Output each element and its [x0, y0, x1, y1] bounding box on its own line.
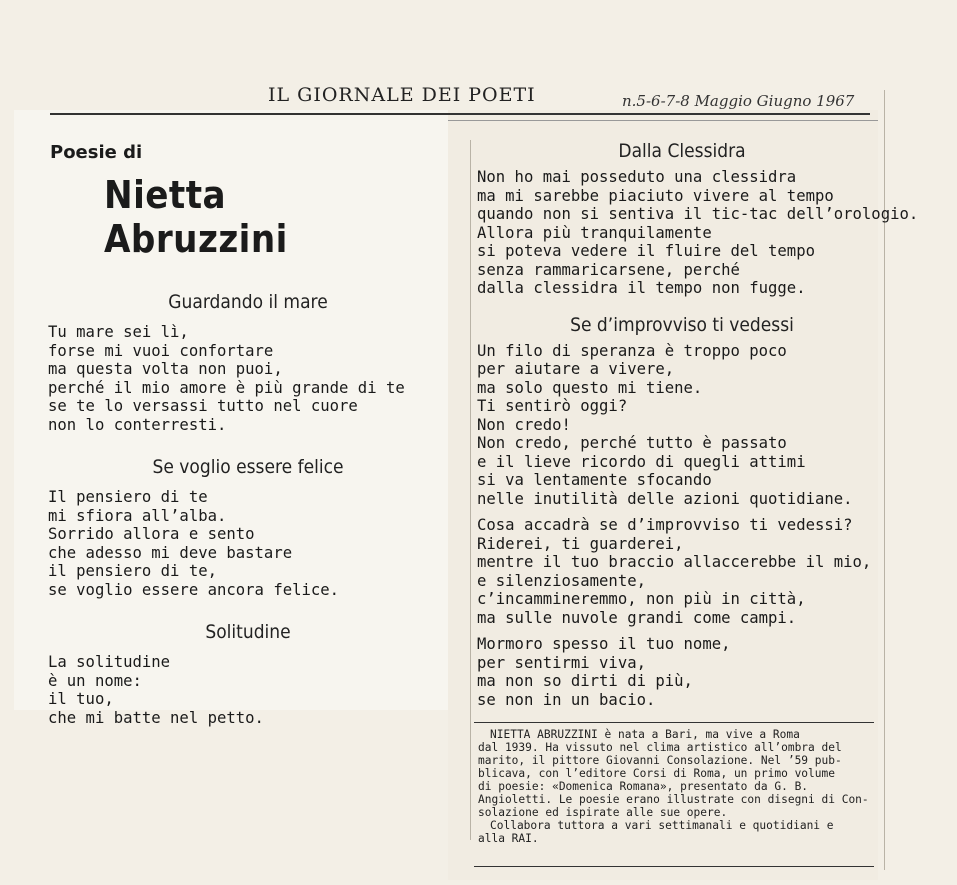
masthead-rule	[50, 113, 870, 115]
author-bio	[478, 728, 883, 845]
poem-stanza: Cosa accadrà se d’improvviso ti vedessi? Riderei, ti guarderei, mentre il tuo braccio allaccerebbe il mio, e silenziosamente, c’incammineremmo, non più in città, ma sulle nuvole grandi come campi.	[477, 516, 872, 627]
poem-title: Solitudine	[205, 621, 291, 643]
poesie-di-label: Poesie di	[50, 142, 143, 163]
poem-body: La solitudine è un nome: il tuo, che mi batte nel petto.	[48, 653, 264, 727]
bio-paragraph: Collabora tuttora a vari settimanali e quotidiani e alla RAI.	[478, 819, 834, 845]
poem-dalla-clessidra	[477, 140, 919, 298]
poem-title: Guardando il mare	[168, 291, 328, 313]
poem-stanza: Mormoro spesso il tuo nome, per sentirmi viva, ma non so dirti di più, se non in un bacio.	[477, 635, 731, 709]
poem-title: Se voglio essere felice	[152, 456, 344, 478]
poem-body: Il pensiero di te mi sfiora all’alba. Sorrido allora e sento che adesso mi deve bastare il pensiero di te, se voglio essere ancora felice.	[48, 488, 340, 599]
poem-body: Non ho mai posseduto una clessidra ma mi sarebbe piaciuto vivere al tempo quando non si sentiva il tic-tac dell’orologio. Allora più tranquilamente si poteva vedere il fluire del tempo senza rammaricarsene, perché dalla clessidra il tempo non fugge.	[477, 168, 919, 297]
poem-stanza: Un filo di speranza è troppo poco per aiutare a vivere, ma solo questo mi tiene. Ti sentirò oggi? Non credo! Non credo, perché tutto è passato e il lieve ricordo di quegli attimi si va lentamente sfocando nelle inutilità delle azioni quotidiane.	[477, 341, 853, 508]
thin-rule	[448, 120, 878, 121]
poem-solitudine	[48, 621, 448, 727]
author-name: Nietta Abruzzini	[104, 173, 288, 261]
poem-body: Tu mare sei lì, forse mi vuoi confortare ma questa volta non puoi, perché il mio amore è più grande di te se te lo versassi tutto nel cuore non lo conterresti.	[48, 323, 405, 434]
poem-guardando-il-mare	[48, 291, 448, 434]
pencil-line	[470, 140, 471, 840]
right-column	[477, 140, 919, 717]
bio-rule-top	[474, 722, 874, 723]
poem-se-d-improvviso	[477, 314, 887, 710]
poem-title: Se d’improvviso ti vedessi	[570, 313, 794, 336]
masthead: IL GIORNALE DEI POETI	[268, 84, 536, 106]
bio-rule-bottom	[474, 866, 874, 867]
poem-se-voglio-essere-felice	[48, 456, 448, 599]
issue-note: n.5-6-7-8 Maggio Giugno 1967	[622, 92, 855, 110]
poem-title: Dalla Clessidra	[618, 140, 746, 162]
bio-paragraph: NIETTA ABRUZZINI è nata a Bari, ma vive a Roma dal 1939. Ha vissuto nel clima artistico all’ombra del marito, il pittore Giovanni Consolazione. Nel ’59 pub- blicava, con l’editore Corsi di Roma, un primo volume di poesie: «Domenica Romana», presentato da G. B. Angioletti. Le poesie erano illustrate con disegni di Con- solazione ed ispirate alle sue opere.	[478, 728, 869, 819]
left-column	[48, 140, 448, 727]
